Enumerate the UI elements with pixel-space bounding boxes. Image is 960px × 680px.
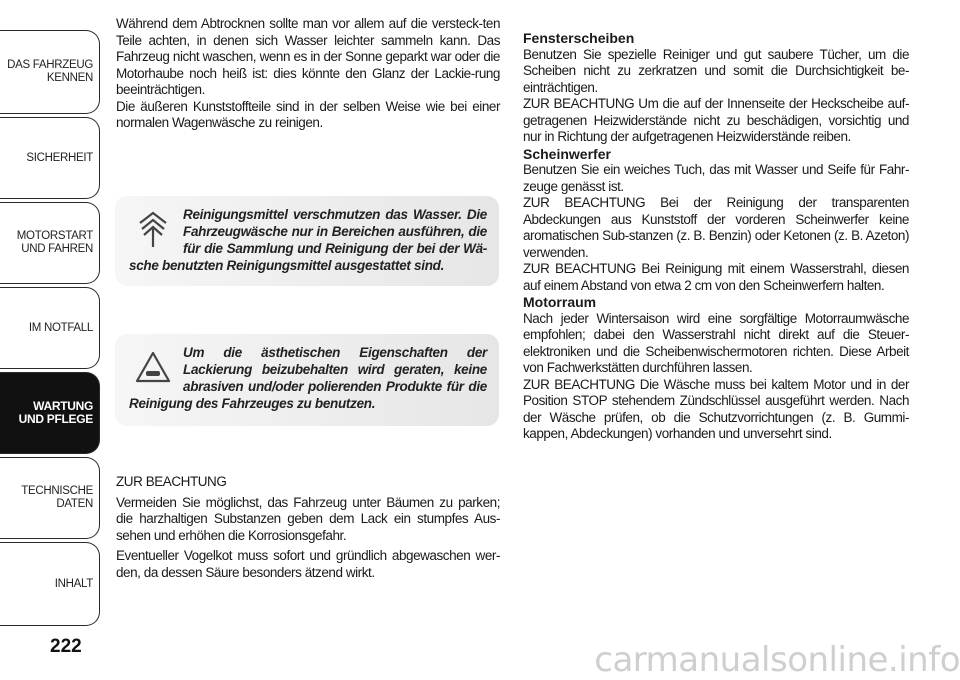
intro-paragraph-1: Während dem Abtrocknen sollte man vor allem auf die versteck-ten Teile achten, in denen sich Wasser leichter sammeln kann. Das Fahrzeug nicht waschen, wenn es in der Sonne geparkt war oder die Motorhaube noch heiß ist: dies könnte den Glanz der Lackie-rung beeinträchtigen.: [116, 16, 500, 97]
sidebar-tab-inhalt[interactable]: INHALT: [0, 542, 100, 626]
warning-triangle-icon: [129, 344, 177, 390]
right-column: [523, 30, 909, 443]
intro-paragraph-2: Die äußeren Kunststoffteile sind in der selben Weise wie bei einer normalen Wagenwäsche zu reinigen.: [116, 98, 500, 130]
motorraum-text: Nach jeder Wintersaison wird eine sorgfältige Motorraumwäsche empfohlen; dabei den Wasserstrahl nicht direkt auf die Steuer-elektroniken und die Scheibenwischermotoren richten. Diese Arbeit von Fachwerkstätten durchführen lassen.: [523, 310, 909, 375]
watermark: carmanualsonline.info: [594, 640, 960, 680]
sidebar-tab-im-notfall[interactable]: IM NOTFALL: [0, 287, 100, 369]
environment-notice-box: [115, 196, 499, 286]
note-paragraph-1: Vermeiden Sie möglichst, das Fahrzeug unter Bäumen zu parken; die harzhaltigen Substanzen geben dem Lack ein stumpfes Aus-sehen und erhöhen die Korrosionsgefahr.: [116, 494, 500, 543]
note-paragraph-2: Eventueller Vogelkot muss sofort und gründlich abgewaschen wer-den, da dessen Säure besonders ätzend wirkt.: [116, 548, 500, 580]
left-column-note: [116, 474, 500, 581]
environment-icon: [129, 206, 177, 252]
warning-notice-text: Um die ästhetischen Eigenschaften der Lackierung beizubehalten wird geraten, keine abrasiven und/oder polierenden Produkte für die Reinigung des Fahrzeuges zu benutzen.: [129, 345, 487, 411]
heading-fensterscheiben: Fensterscheiben: [523, 30, 635, 46]
scheinwerfer-note-2: ZUR BEACHTUNG Bei Reinigung mit einem Wasserstrahl, diesen auf einem Abstand von etwa 2 cm von den Scheinwerfern halten.: [523, 261, 909, 293]
fensterscheiben-note: ZUR BEACHTUNG Um die auf der Innenseite der Heckscheibe auf-getragenen Heizwiderstände nicht zu beschädigen, vorsichtig und nur in Richtung der aufgetragenen Heizwiderstände reiben.: [523, 96, 909, 144]
sidebar-tab-das-fahrzeug-kennen[interactable]: DAS FAHRZEUG KENNEN: [0, 30, 100, 114]
environment-notice-text: Reinigungsmittel verschmutzen das Wasser. Die Fahrzeugwäsche nur in Bereichen ausführen, die für die Sammlung und Reinigung der bei der Wä-sche benutzten Reinigungsmittel ausgestattet sind.: [129, 207, 487, 273]
scheinwerfer-note-1: ZUR BEACHTUNG Bei der Reinigung der transparenten Abdeckungen aus Kunststoff der vorderen Scheinwerfer keine aromatischen Sub-stanzen (z. B. Benzin) oder Ketonen (z. B. Azeton) verwenden.: [523, 195, 909, 260]
warning-notice-box: [115, 334, 499, 426]
heading-scheinwerfer: Scheinwerfer: [523, 145, 611, 162]
motorraum-note: ZUR BEACHTUNG Die Wäsche muss bei kaltem Motor und in der Position STOP stehendem Zündschlüssel ausgeführt werden. Nach der Wäsche prüfen, ob die Schutzvorrichtungen (z. B. Gummi-kappen, Abdeckungen) vorhanden und unversehrt sind.: [523, 376, 909, 441]
sidebar-tab-sicherheit[interactable]: SICHERHEIT: [0, 117, 100, 199]
sidebar-tab-motorstart[interactable]: MOTORSTART UND FAHREN: [0, 202, 100, 284]
fensterscheiben-text: Benutzen Sie spezielle Reiniger und gut saubere Tücher, um die Scheiben nicht zu zerkratzen und somit die Durchsichtigkeit be-einträchtigen.: [523, 46, 909, 95]
note-title: ZUR BEACHTUNG: [116, 474, 227, 489]
sidebar-tab-technische-daten[interactable]: TECHNISCHE DATEN: [0, 457, 100, 539]
heading-motorraum: Motorraum: [523, 294, 597, 310]
left-column: [116, 16, 500, 132]
sidebar-tab-wartung-und-pflege[interactable]: WARTUNG UND PFLEGE: [0, 372, 100, 454]
scheinwerfer-text: Benutzen Sie ein weiches Tuch, das mit Wasser und Seife für Fahr-zeuge genässt ist.: [523, 162, 909, 194]
page-number: 222: [50, 636, 82, 657]
